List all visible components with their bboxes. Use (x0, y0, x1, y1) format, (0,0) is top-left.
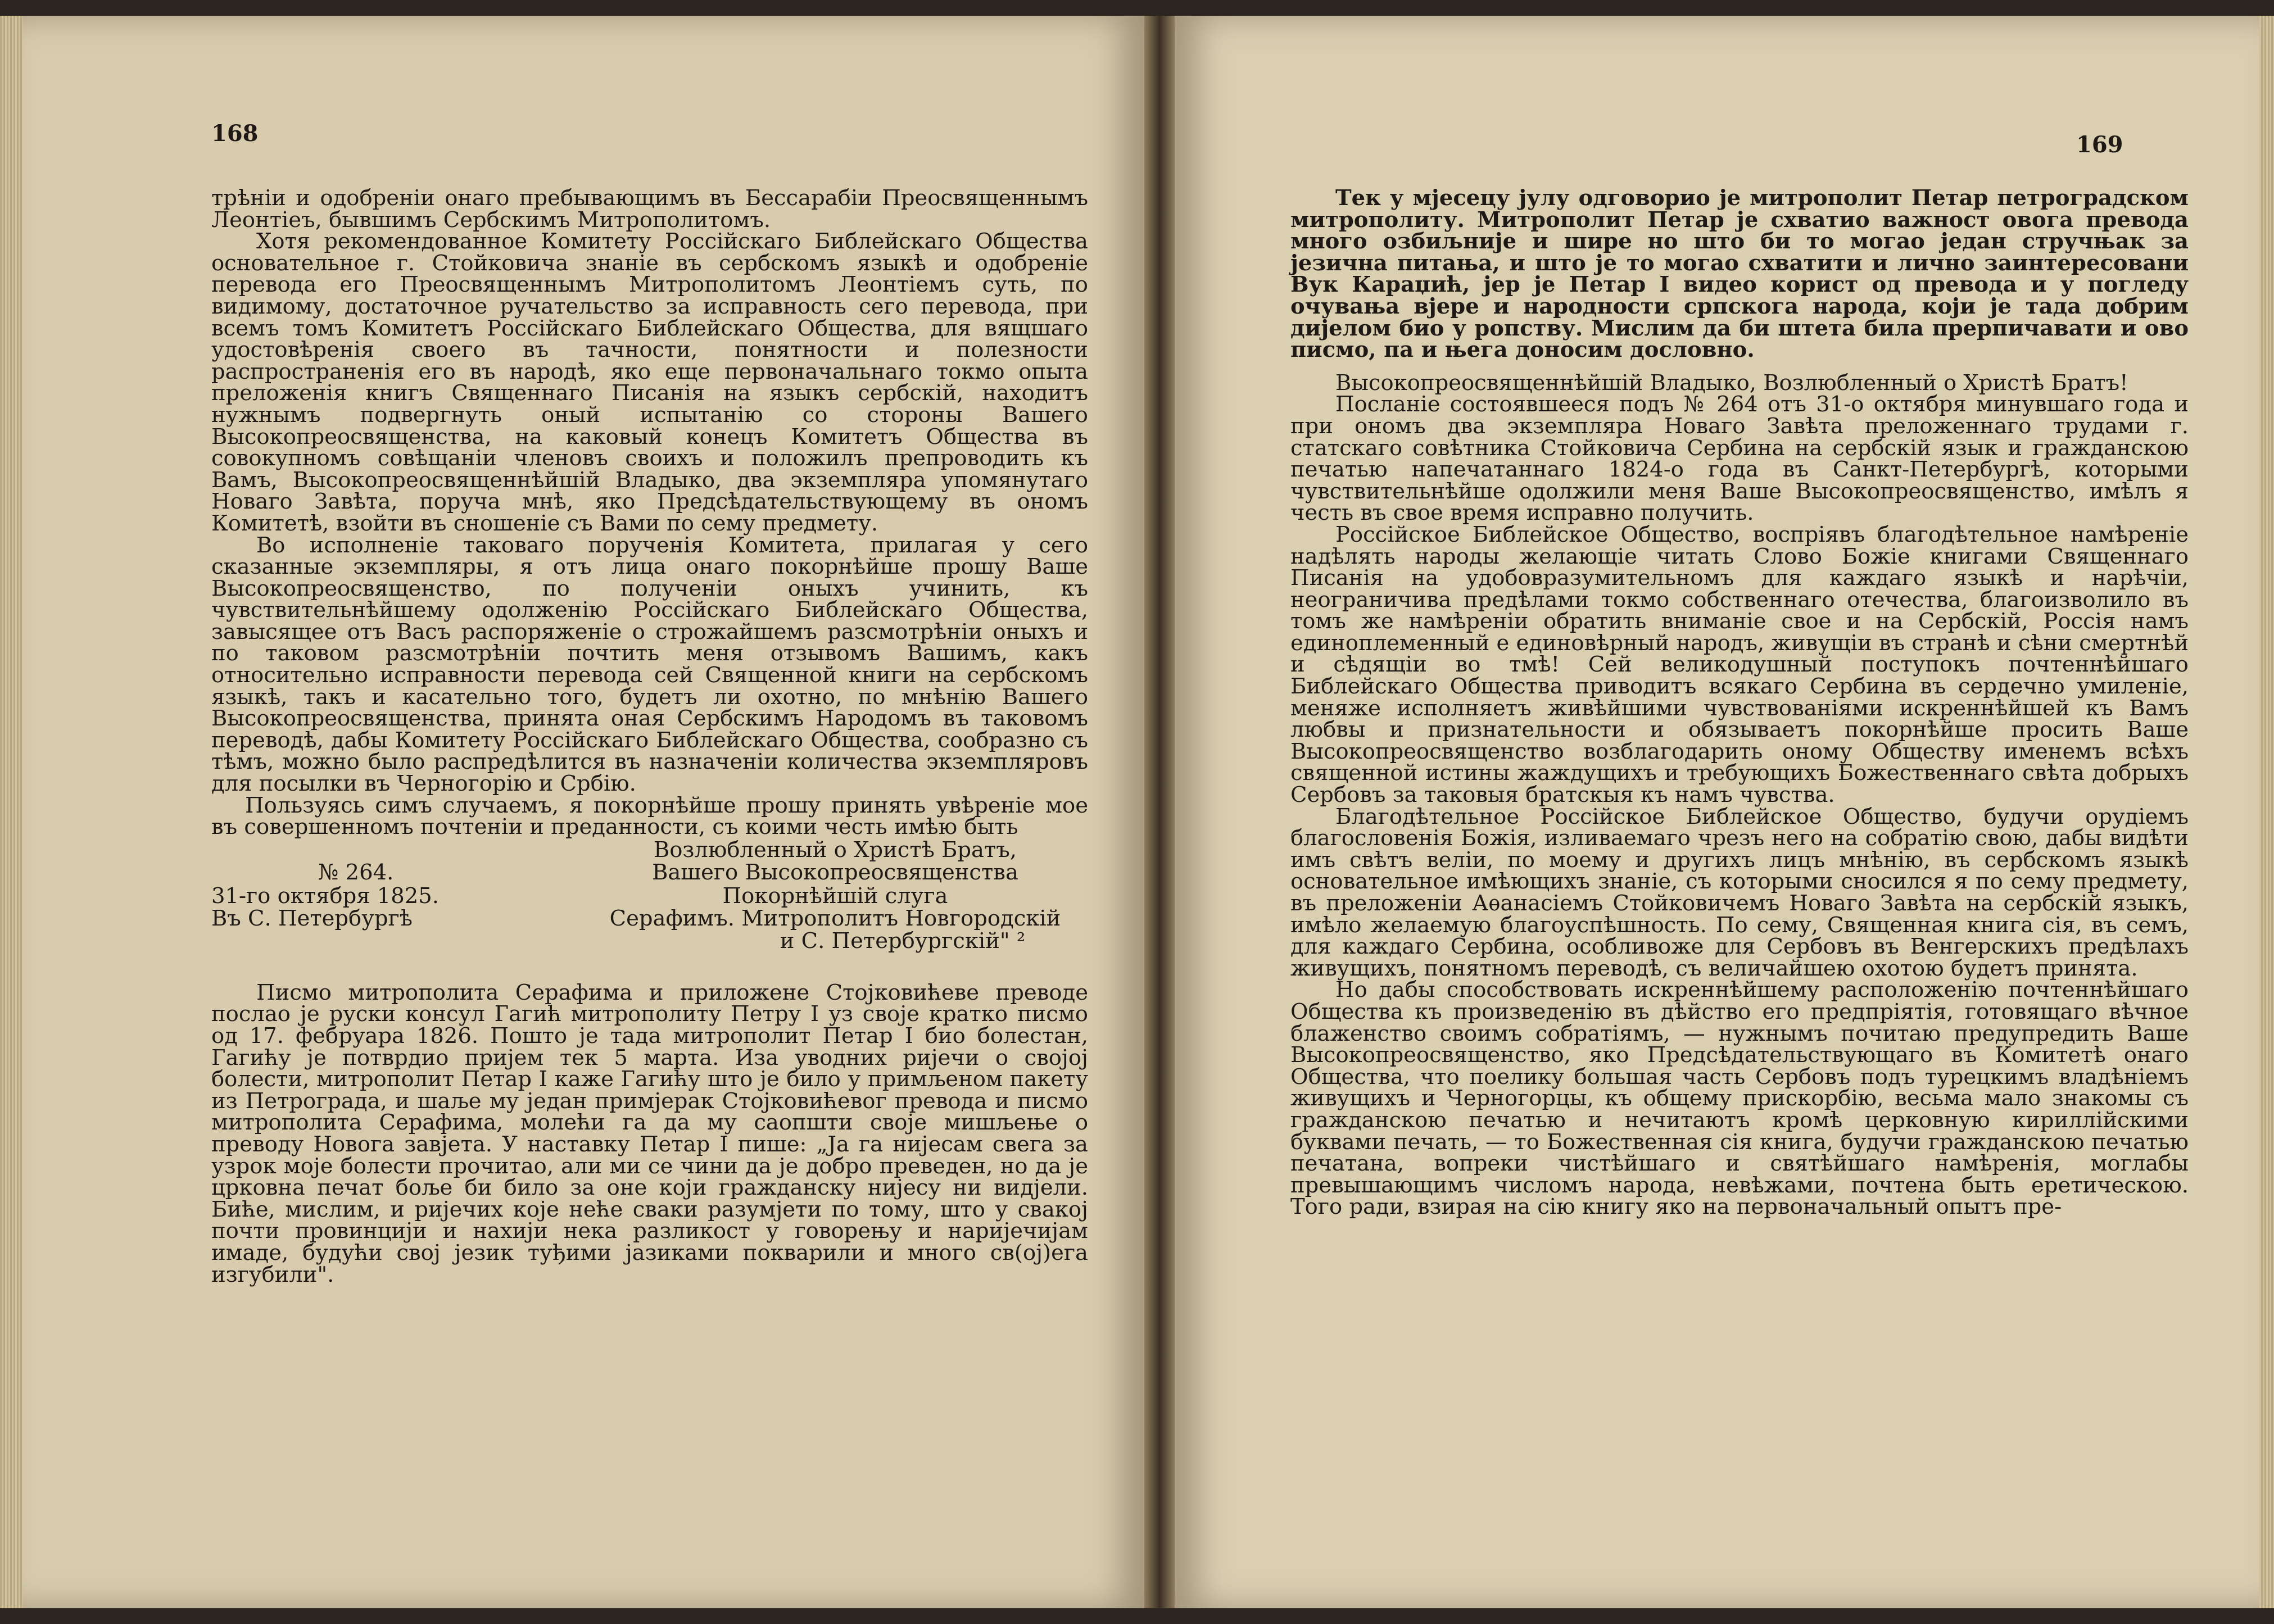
page-stack-left (0, 16, 22, 1608)
signature-line: Вашего Высокопреосвященства (652, 859, 1018, 885)
paragraph: Во исполненіе таковаго порученія Комитета, прилагая у сего сказанные экземпляры, я отъ лица онаго покорнѣйше прошу Ваше Высокопреосвященство, по полученіи оныхъ учинить, къ чувствительнѣйшему одолженію Россійскаго Библейскаго Общества, завысящее отъ Васъ распоряженіе о строжайшемъ разсмотрѣніи оныхъ и по таковом разсмотрѣніи почтить меня отзывомъ Вашимъ, какъ относительно исправности перевода сей Священной книги на сербскомъ языкѣ, такъ и касательно того, будетъ ли охотно, по мнѣнію Вашего Высокопреосвященства, принята оная Сербскимъ Народомъ въ таковомъ переводѣ, дабы Комитету Россійскаго Библейскаго Общества, сообразно съ тѣмъ, можно было распредѣлится въ назначеніи количества экземпляровъ для посылки въ Черногорію и Србію. (211, 532, 1088, 797)
signature-line: Возлюбленный о Христѣ Братъ, (653, 837, 1017, 863)
letter-date: 31-го октября 1825. (211, 883, 439, 909)
right-body (1290, 185, 2189, 1220)
right-page (1175, 16, 2259, 1608)
letter-number: № 264. (318, 859, 394, 885)
paragraph: Благодѣтельное Россійское Библейское Общество, будучи орудіемъ благословенія Божія, изливаемаго чрезъ него на собратію свою, дабы видѣти имъ свѣтъ веліи, по моему и другихъ лицъ мнѣнію, въ сербскомъ языкѣ основательное имѣющихъ знаніе, съ которыми сносился я по сему предмету, въ преложеніи Аѳанасіемъ Стойковичемъ Новаго Завѣта на сербскій языкъ, имѣло желаемую благоуспѣшность. По сему, Священная книга сія, въ семъ, для каждаго Сербина, особливоже для Сербовъ въ Венгерскихъ предѣлахъ живущихъ, понятномъ переводѣ, съ величайшею охотою будетъ принята. (1290, 804, 2189, 981)
left-body (211, 185, 1088, 1287)
signature-line: Серафимъ. Митрополитъ Новгородскій (609, 905, 1061, 931)
paragraph: Посланіе состоявшееся подъ № 264 отъ 31-о октября минувшаго года и при ономъ два экземпляра Новаго Завѣта преложеннаго трудами г. статскаго совѣтника Стойковича Сербина на сербскій язык и гражданскою печатью напечатаннаго 1824-о года въ Санкт-Петербургѣ, которыми чувствительнѣйше одолжили меня Ваше Высокопреосвященство, имѣлъ я честь въ свое время исправно получить. (1290, 392, 2189, 526)
paragraph: Россійское Библейское Общество, воспріявъ благодѣтельное намѣреніе надѣлять народы желающіе читать Слово Божіе книгами Священнаго Писанія на удобовразумительномъ для каждаго языкѣ и нарѣчіи, неограничива предѣлами токмо собственнаго отечества, благоизволило въ томъ же намѣреніи обратить вниманіе свое и на Сербскій, Россія намъ единоплеменный е единовѣрный народъ, живущіи въ странѣ и сѣни смертнѣй и сѣдящіи во тмѣ! Сей великодушный поступокъ почтеннѣйшаго Библейскаго Общества приводитъ всякаго Сербина въ сердечно умиленіе, меняже исполняетъ живѣйшими чувствованіями искреннѣйшей къ Вамъ любвы и признательности и обязываетъ покорнѣйше просить Ваше Высокопреосвященство возблагодарить оному Обществу именемъ всѣхъ священной истины жаждущихъ и требующихъ Божественнаго свѣта добрыхъ Сербовъ за таковыя братскыя къ намъ чувства. (1290, 521, 2189, 808)
page-number-right: 169 (2076, 131, 2123, 158)
paragraph: Писмо митрополита Серафима и приложене Стојковићеве преводе послао је руски консул Гагић митрополиту Петру I уз своје кратко писмо од 17. фебруара 1826. Пошто је тада митрополит Петар I био болестан, Гагићу је потврдио пријем тек 5 марта. Иза уводних ријечи о својој болести, митрополит Петар I каже Гагићу што је било у примљеном пакету из Петрограда, и шаље му један примјерак Стојковићевог превода и писмо митрополита Серафима, молећи га да му саопшти своје мишљење о преводу Новога завјета. У наставку Петар I пише: „Ја га нијесам свега за узрок моје болести прочитао, али ми се чини да је добро преведен, но да је црковна печат боље би било за оне који гражданску нијесу ни видјели. Биће, мислим, и ријечих које неће сваки разумјети по тому, што у свакој почти провинцији и нахији нека разликост у говорењу и наријечијам имаде, будући свој језик туђими јазиками покварили и много св(ој)ега изгубили". (211, 979, 1088, 1287)
signature-line: и С. Петербургскій" ² (780, 928, 1026, 954)
paragraph: Но дабы способствовать искреннѣйшему расположенію почтеннѣйшаго Общества къ произведенію въ дѣйство его предпріятія, готовящаго вѣчное блаженство своимъ собратіямъ, — нужнымъ почитаю предупредить Ваше Высокопреосвященство, яко Предсѣдательствующаго въ Комитетѣ онаго Общества, что поелику большая часть Сербовъ подъ турецкимъ владѣніемъ живущихъ и Черногорцы, къ общему прискорбію, весьма мало знакомы съ гражданскою печатью и нечитаютъ кромѣ церковную кириллійскими буквами печать, — то Божественная сія книга, будучи гражданскою печатью печатана, вопреки чистѣйшаго и святѣйшаго намѣренія, моглабы превышающимъ числомъ народа, невѣжами, почтена быть еретическою. Того ради, взирая на сію книгу яко на первоначальный опытъ пре- (1290, 977, 2189, 1220)
paragraph: Хотя рекомендованное Комитету Россійскаго Библейскаго Общества основательное г. Стойковича знаніе въ сербскомъ языкѣ и одобреніе перевода его Преосвященнымъ Митрополитомъ Леонтіемъ суть, по видимому, достаточное ручательство за исправность сего перевода, при всемъ томъ Комитетъ Россійскаго Библейскаго Общества, для вящшаго удостовѣренія своего въ тачности, понятности и полезности распространенія его въ народѣ, яко еще первоначальнаго токмо опыта преложенія книгъ Священнаго Писанія на языкъ сербскій, находитъ нужнымъ подвергнуть оный испытанію со стороны Вашего Высокопреосвященства, на каковый конецъ Комитетъ Общества въ совокупномъ совѣщаніи членовъ своихъ и положилъ препроводить къ Вамъ, Высокопреосвященнѣйшій Владыко, два экземпляра упомянутаго Новаго Завѣта, поруча мнѣ, яко Предсѣдательствующему въ ономъ Комитетѣ, взойти въ сношеніе съ Вами по сему предмету. (211, 229, 1088, 536)
signature-block (211, 837, 1088, 982)
page-number-left: 168 (211, 120, 259, 147)
letter-place: Въ С. Петербургѣ (211, 905, 413, 931)
paragraph: Пользуясь симъ случаемъ, я покорнѣйше прошу принять увѣреніе мое въ совершенномъ почтеніи и преданности, съ коими честь имѣю быть (211, 792, 1088, 840)
paragraph: трѣніи и одобреніи онаго пребывающимъ въ Бессарабіи Преосвященнымъ Леонтіеъ, бывшимъ Сербскимъ Митрополитомъ. (211, 185, 1088, 233)
left-page (22, 16, 1144, 1608)
salutation: Высокопреосвященнѣйшій Владыко, Возлюбленный о Христѣ Братъ! (1335, 370, 2128, 396)
book-gutter (1144, 16, 1175, 1608)
paragraph: Тек у мјесецу јулу одговорио је митрополит Петар петроградском митрополиту. Митрополит Петар је схватио важност овога превода много озбиљније и шире но што би то могао један стручњак за језична питања, и што је то могао схватити и лично заинтересовани Вук Караџић, јер је Петар I видео корист од превода и у погледу очувања вјере и народности српскога народа, који је тада добрим дијелом био у ропству. Мислим да би штета била прерпичавати и ово писмо, па и њега доносим дословно. (1290, 185, 2189, 363)
page-stack-right (2259, 16, 2274, 1608)
signature-line: Покорнѣйшій слуга (722, 883, 948, 909)
